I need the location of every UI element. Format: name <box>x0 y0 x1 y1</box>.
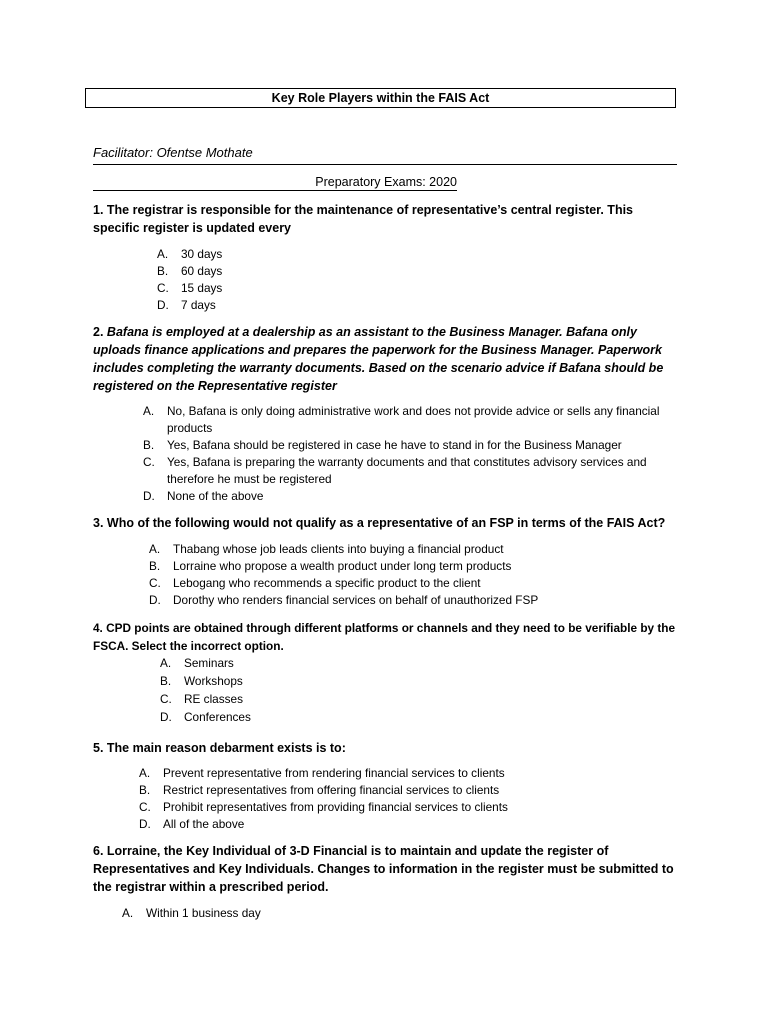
option-6a[interactable]: A. Within 1 business day <box>122 906 261 920</box>
option-4b[interactable]: B. Workshops <box>160 674 243 688</box>
question-3-options <box>149 541 679 609</box>
option-3b[interactable]: B. Lorraine who propose a wealth product under long term products <box>149 559 512 573</box>
option-4d[interactable]: D. Conferences <box>160 710 251 724</box>
option-3a[interactable]: A. Thabang whose job leads clients into buying a financial product <box>149 542 504 556</box>
option-5d[interactable]: D. All of the above <box>139 817 245 831</box>
option-5a[interactable]: A. Prevent representative from rendering financial services to clients <box>139 766 505 780</box>
divider-rule <box>93 164 677 165</box>
document-title: Key Role Players within the FAIS Act <box>85 88 676 108</box>
option-1d[interactable]: D. 7 days <box>157 298 216 312</box>
question-1-options <box>157 246 677 314</box>
option-4a[interactable]: A. Seminars <box>160 656 234 670</box>
option-5b[interactable]: B. Restrict representatives from offering financial services to clients <box>139 783 500 797</box>
option-4c[interactable]: C. RE classes <box>160 692 244 706</box>
question-3: 3. Who of the following would not qualify as a representative of an FSP in terms of the FAIS Act? <box>93 516 666 530</box>
question-6-options <box>122 905 522 922</box>
option-2b[interactable]: B. Yes, Bafana should be registered in case he have to stand in for the Business Manager <box>143 438 622 452</box>
option-1b[interactable]: B. 60 days <box>157 264 223 278</box>
question-6: 6. Lorraine, the Key Individual of 3-D Financial is to maintain and update the register of Representatives and Key Individuals. Changes to information in the register must be submitted to the registrar within a prescribed period. <box>93 844 674 894</box>
question-2-text: Bafana is employed at a dealership as an assistant to the Business Manager. Bafana only uploads finance applications and prepares the paperwork for the Business Manager. Paperwork includes completing the warranty documents. Based on the scenario advice if Bafana should be registered on the Representative register <box>93 325 664 393</box>
question-1: 1. The registrar is responsible for the maintenance of representative’s central register. This specific register is updated every <box>93 203 634 235</box>
option-3c[interactable]: C. Lebogang who recommends a specific product to the client <box>149 576 481 590</box>
question-2-number: 2. <box>93 325 104 339</box>
question-2-options <box>143 403 683 505</box>
option-2c[interactable]: C. Yes, Bafana is preparing the warranty documents and that constitutes advisory services and therefore he must be registered <box>143 455 647 486</box>
option-5c[interactable]: C. Prohibit representatives from providing financial services to clients <box>139 800 508 814</box>
facilitator-line: Facilitator: Ofentse Mothate <box>93 145 253 160</box>
question-5: 5. The main reason debarment exists is to: <box>93 741 346 755</box>
question-4: 4. CPD points are obtained through different platforms or channels and they need to be verifiable by the FSCA. Select the incorrect option. <box>93 621 676 653</box>
option-2d[interactable]: D. None of the above <box>143 489 264 503</box>
option-3d[interactable]: D. Dorothy who renders financial services on behalf of unauthorized FSP <box>149 593 539 607</box>
question-2 <box>93 323 673 395</box>
option-1a[interactable]: A. 30 days <box>157 247 223 261</box>
question-4-options <box>160 654 460 726</box>
option-1c[interactable]: C. 15 days <box>157 281 223 295</box>
question-5-options <box>139 765 679 833</box>
preparatory-exams-heading: Preparatory Exams: 2020 <box>93 175 457 191</box>
option-2a[interactable]: A. No, Bafana is only doing administrative work and does not provide advice or sells any financial products <box>143 404 660 435</box>
